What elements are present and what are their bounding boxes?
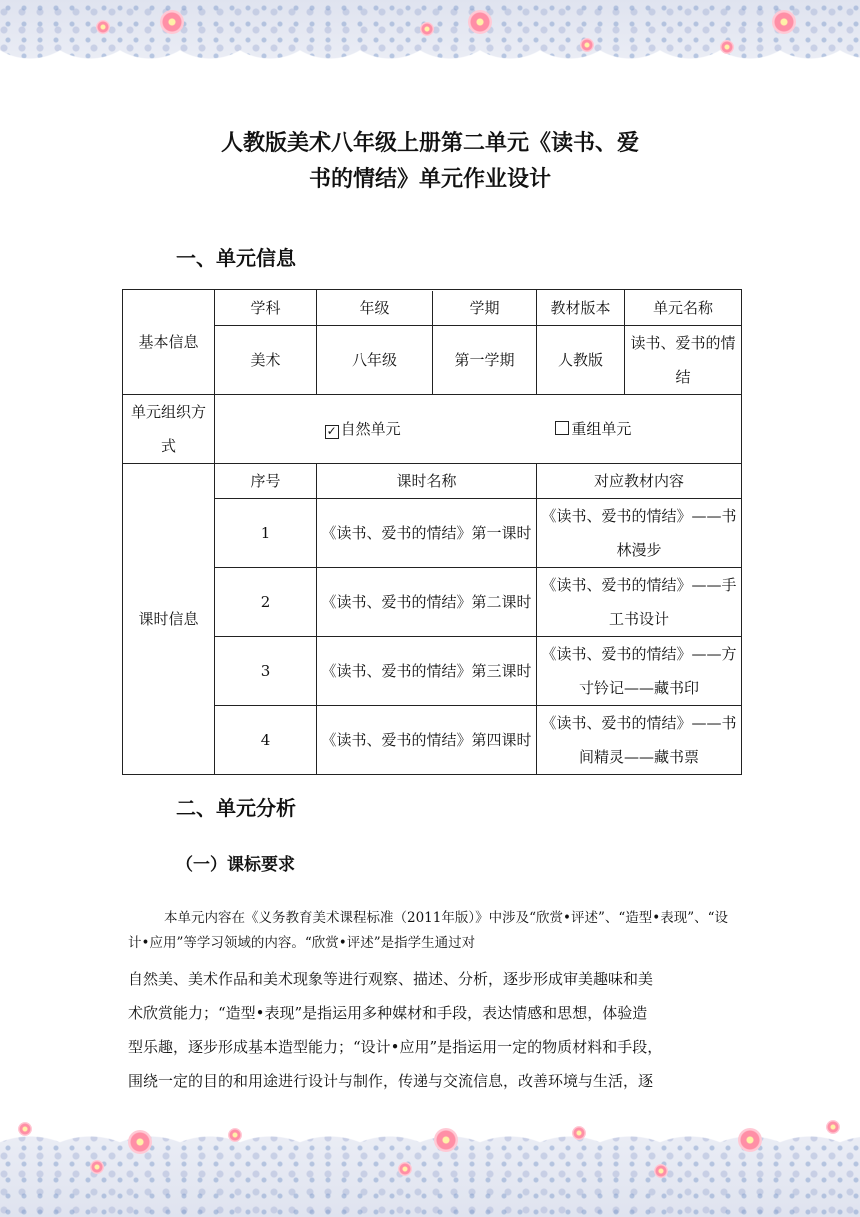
body-paragraph-line: 型乐趣，逐步形成基本造型能力；“设计•应用”是指运用一定的物质材料和手段， xyxy=(128,1038,663,1056)
header-textbook: 教材版本 xyxy=(537,290,625,326)
lesson-no: 1 xyxy=(215,499,317,568)
header-subject: 学科 xyxy=(215,290,317,326)
value-semester: 第一学期 xyxy=(454,351,515,369)
value-textbook: 人教版 xyxy=(537,326,625,395)
document-title-line2: 书的情结》单元作业设计 xyxy=(308,167,551,192)
lesson-header-no: 序号 xyxy=(215,464,317,499)
lesson-header-name: 课时名称 xyxy=(317,464,537,499)
value-grade: 八年级 xyxy=(317,326,433,394)
checkbox-checked-icon[interactable]: ✓ xyxy=(326,424,337,438)
header-grade: 年级 xyxy=(317,291,433,325)
lesson-content: 《读书、爱书的情结》——手工书设计 xyxy=(537,568,742,637)
lesson-no: 2 xyxy=(215,568,317,637)
document-title-line1: 人教版美术八年级上册第二单元《读书、爱 xyxy=(220,131,639,156)
value-subject: 美术 xyxy=(215,326,317,395)
lesson-name: 《读书、爱书的情结》第四课时 xyxy=(317,706,537,775)
lesson-no: 3 xyxy=(215,637,317,706)
lesson-content: 《读书、爱书的情结》——书林漫步 xyxy=(537,499,742,568)
unit-info-table xyxy=(122,289,742,775)
body-paragraph-line: 术欣赏能力；“造型•表现”是指运用多种媒材和手段，表达情感和思想，体验造 xyxy=(128,1004,648,1022)
org-label: 单元组织方式 xyxy=(123,395,215,464)
basic-info-label: 基本信息 xyxy=(123,290,215,395)
lace-border-bottom xyxy=(0,1108,860,1217)
section-heading-unit-info: 一、单元信息 xyxy=(176,246,296,270)
lesson-name: 《读书、爱书的情结》第二课时 xyxy=(317,568,537,637)
lesson-header-content: 对应教材内容 xyxy=(537,464,742,499)
section-heading-unit-analysis: 二、单元分析 xyxy=(176,796,296,820)
lesson-name: 《读书、爱书的情结》第一课时 xyxy=(317,499,537,568)
body-paragraph-line: 自然美、美术作品和美术现象等进行观察、描述、分析，逐步形成审美趣味和美 xyxy=(128,970,654,988)
option-recombined-unit[interactable] xyxy=(555,412,631,446)
header-unit-name: 单元名称 xyxy=(625,290,742,326)
body-paragraph-1: 本单元内容在《义务教育美术课程标准（2011年版）》中涉及“欣赏•评述”、“造型•表现”、“设计•应用”等学习领域的内容。“欣赏•评述”是指学生通过对 xyxy=(128,910,729,951)
lesson-no: 4 xyxy=(215,706,317,775)
body-paragraph-line: 围绕一定的目的和用途进行设计与制作，传递与交流信息，改善环境与生活，逐 xyxy=(128,1072,654,1090)
option-recombined-unit-label: 重组单元 xyxy=(571,420,632,438)
lesson-name: 《读书、爱书的情结》第三课时 xyxy=(317,637,537,706)
lesson-content: 《读书、爱书的情结》——书间精灵——藏书票 xyxy=(537,706,742,775)
lesson-info-label: 课时信息 xyxy=(123,464,215,775)
checkbox-empty-icon[interactable] xyxy=(555,421,569,435)
option-natural-unit[interactable] xyxy=(325,412,401,446)
header-semester: 学期 xyxy=(469,298,500,317)
value-unit-name: 读书、爱书的情结 xyxy=(625,326,742,395)
subsection-heading-curriculum: （一）课标要求 xyxy=(176,855,295,875)
lesson-content: 《读书、爱书的情结》——方寸钤记——藏书印 xyxy=(537,637,742,706)
option-natural-unit-label: 自然单元 xyxy=(340,420,401,438)
lace-border-top xyxy=(0,0,860,80)
